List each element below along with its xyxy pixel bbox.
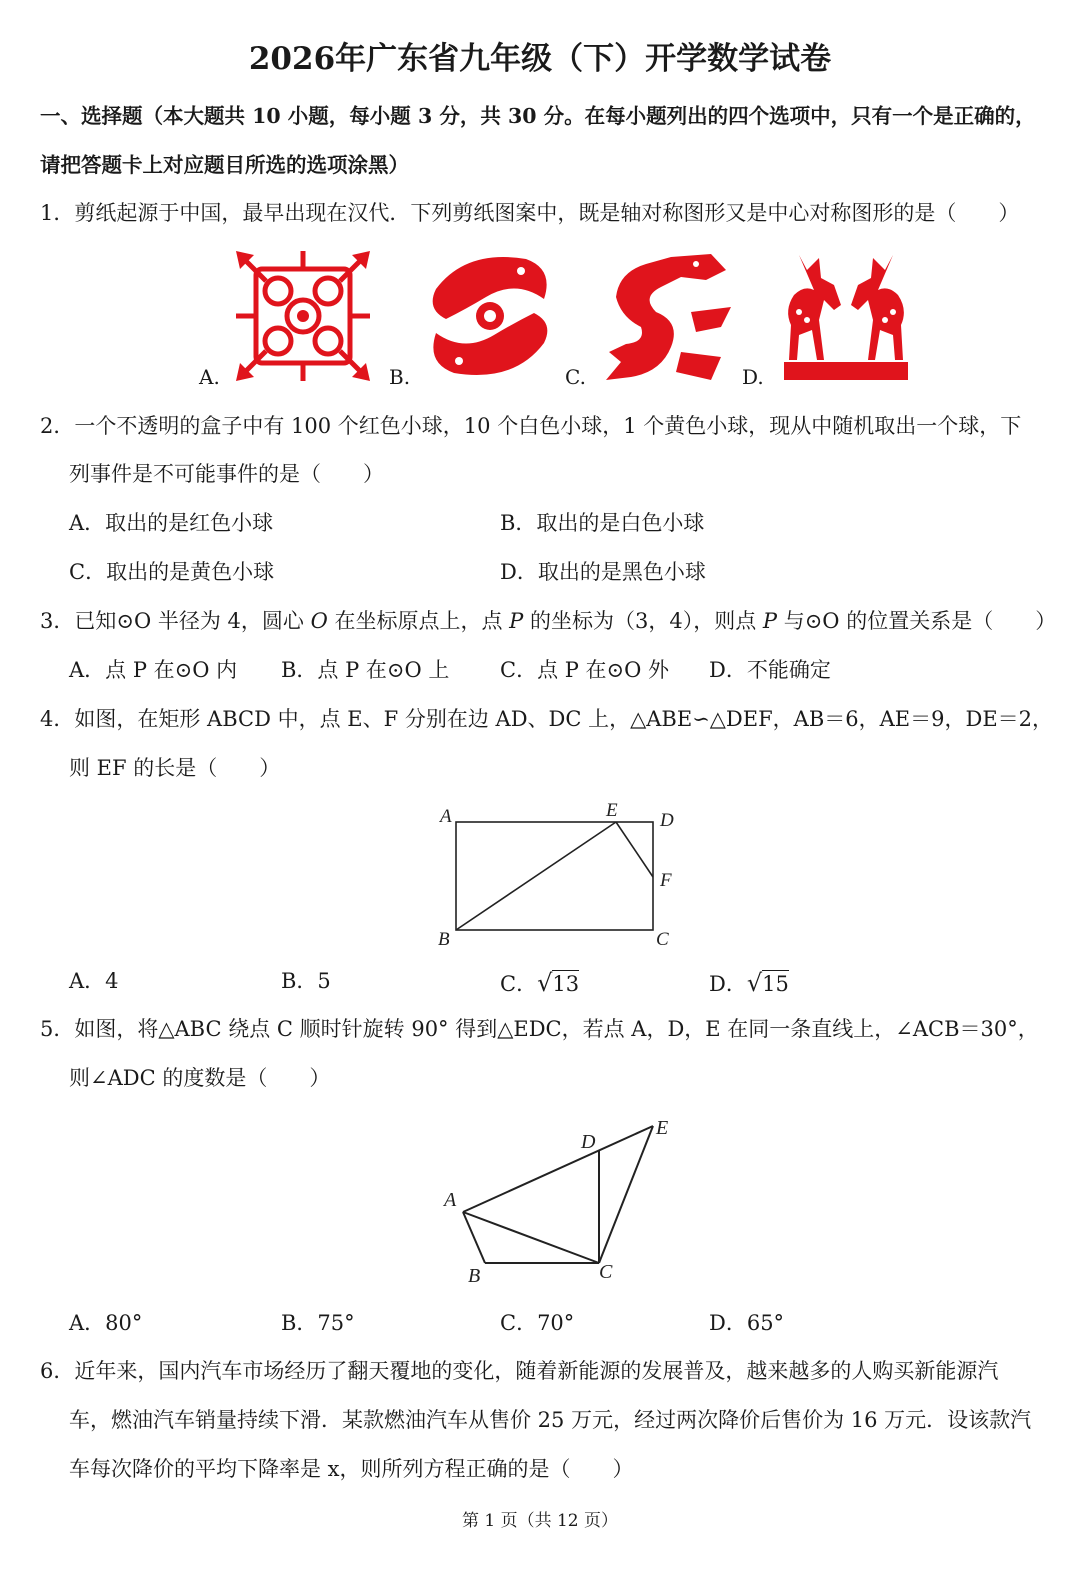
q1-option-c: C. <box>565 365 586 389</box>
q5-label-c: C <box>599 1261 613 1283</box>
q6-stem-line1: 6．近年来，国内汽车市场经历了翻天覆地的变化，随着新能源的发展普及，越来越多的人购买新能源汽 <box>40 1359 999 1383</box>
q1-figure-c <box>601 252 735 382</box>
section-header-line1: 一、选择题（本大题共 10 小题，每小题 3 分，共 30 分。在每小题列出的四个选项中，只有一个是正确的， <box>40 104 1036 128</box>
q5-label-a: A <box>444 1189 457 1211</box>
q1-option-d: D. <box>742 365 764 389</box>
q3-option-d: D．不能确定 <box>709 658 831 682</box>
section-header-line2: 请把答题卡上对应题目所选的选项涂黑） <box>40 153 409 177</box>
q4-label-b: B <box>438 929 450 950</box>
q5-label-e: E <box>656 1117 669 1139</box>
q2-option-b: B．取出的是白色小球 <box>500 511 705 535</box>
page-footer: 第 1 页（共 12 页） <box>461 1511 619 1531</box>
q4-label-e: E <box>606 800 618 821</box>
q5-option-d: D．65° <box>709 1311 785 1335</box>
page-title: 2026年广东省九年级（下）开学数学试卷 <box>248 41 832 77</box>
q5-option-a: A．80° <box>69 1311 143 1335</box>
q4-option-b: B．5 <box>281 969 331 993</box>
q3-option-a: A．点 P 在⊙O 内 <box>69 658 238 682</box>
q5-triangle-figure <box>436 1110 686 1290</box>
q4-label-d: D <box>660 810 674 831</box>
q4-label-c: C <box>656 929 669 950</box>
q1-option-a: A. <box>199 365 220 389</box>
q2-option-c: C．取出的是黄色小球 <box>69 560 275 584</box>
q1-figure-b <box>426 249 554 383</box>
q5-stem-line1: 5．如图，将△ABC 绕点 C 顺时针旋转 90° 得到△EDC，若点 A，D，E 在同一条直线上，∠ACB＝30°， <box>40 1017 1039 1041</box>
q2-stem-line1: 2．一个不透明的盒子中有 100 个红色小球，10 个白色小球，1 个黄色小球，现从中随机取出一个球，下 <box>40 414 1022 438</box>
q4-stem-line2: 则 EF 的长是（ ） <box>69 756 281 780</box>
q1-option-b: B. <box>389 365 411 389</box>
q3-stem: 3．已知⊙O 半径为 4，圆心 O 在坐标原点上，点 P 的坐标为（3，4），则点 P 与⊙O 的位置关系是（ ） <box>40 609 1057 633</box>
q4-rectangle-figure <box>430 800 690 955</box>
q3-option-b: B．点 P 在⊙O 上 <box>281 658 450 682</box>
q5-option-c: C．70° <box>500 1311 575 1335</box>
q4-option-c: C．√13 <box>500 969 580 997</box>
q6-stem-line3: 车每次降价的平均下降率是 x，则所列方程正确的是（ ） <box>69 1457 634 1481</box>
q5-stem-line2: 则∠ADC 的度数是（ ） <box>69 1066 331 1090</box>
q4-option-a: A．4 <box>69 969 119 993</box>
q4-label-f: F <box>660 870 672 891</box>
q5-label-b: B <box>468 1265 481 1287</box>
q1-stem: 1．剪纸起源于中国，最早出现在汉代．下列剪纸图案中，既是轴对称图形又是中心对称图形的是（ ） <box>40 201 1020 225</box>
q5-label-d: D <box>581 1131 596 1153</box>
q2-option-d: D．取出的是黑色小球 <box>500 560 706 584</box>
q1-figure-a <box>236 251 370 381</box>
q2-stem-line2: 列事件是不可能事件的是（ ） <box>69 462 384 486</box>
q1-figure-d <box>779 250 913 382</box>
q3-option-c: C．点 P 在⊙O 外 <box>500 658 670 682</box>
q2-option-a: A．取出的是红色小球 <box>69 511 274 535</box>
q6-stem-line2: 车，燃油汽车销量持续下滑．某款燃油汽车从售价 25 万元，经过两次降价后售价为 16 万元．设该款汽 <box>69 1408 1032 1432</box>
q4-option-d: D．√15 <box>709 969 789 997</box>
q5-option-b: B．75° <box>281 1311 355 1335</box>
q4-stem-line1: 4．如图，在矩形 ABCD 中，点 E、F 分别在边 AD、DC 上，△ABE∽△DEF，AB＝6，AE＝9，DE＝2， <box>40 707 1054 731</box>
q4-label-a: A <box>440 806 452 827</box>
